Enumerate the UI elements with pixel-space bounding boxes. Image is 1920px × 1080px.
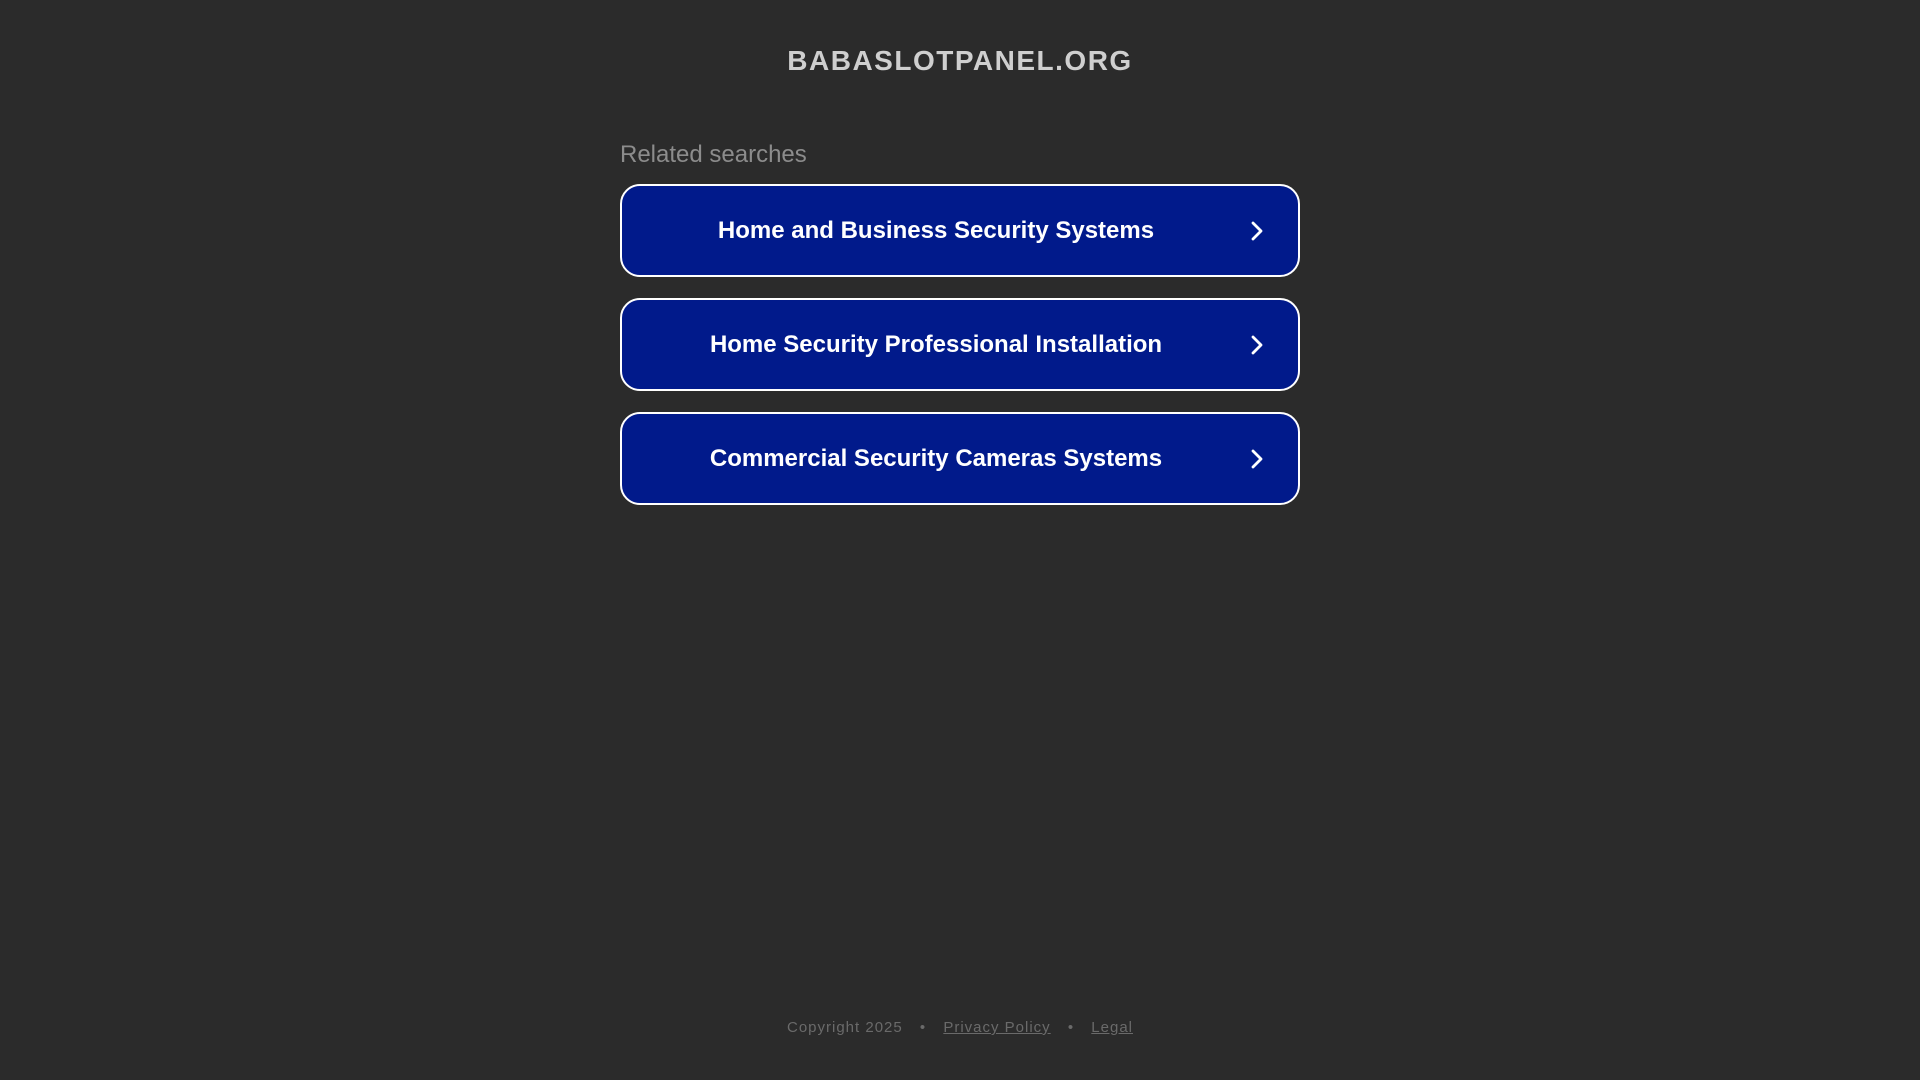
footer-separator: •	[919, 1019, 927, 1036]
site-title: BABASLOTPANEL.ORG	[787, 45, 1133, 76]
related-search-label: Home Security Professional Installation	[709, 330, 1163, 358]
legal-link[interactable]: Legal	[1091, 1019, 1133, 1036]
footer	[0, 1018, 1920, 1038]
related-searches-list	[620, 184, 1300, 505]
privacy-policy-link[interactable]: Privacy Policy	[943, 1019, 1051, 1036]
chevron-right-icon	[1246, 448, 1268, 470]
chevron-right-icon	[1246, 220, 1268, 242]
related-searches-heading: Related searches	[620, 141, 807, 168]
footer-separator: •	[1067, 1019, 1075, 1036]
related-search-label: Commercial Security Cameras Systems	[709, 444, 1163, 472]
chevron-right-icon	[1246, 334, 1268, 356]
related-search-link-commercial-security-cameras[interactable]	[620, 412, 1300, 505]
related-search-link-home-security-installation[interactable]	[620, 298, 1300, 391]
related-search-label: Home and Business Security Systems	[717, 216, 1155, 244]
related-searches	[620, 140, 1300, 505]
copyright-text: Copyright 2025	[786, 1019, 903, 1036]
related-search-link-home-business-security[interactable]	[620, 184, 1300, 277]
